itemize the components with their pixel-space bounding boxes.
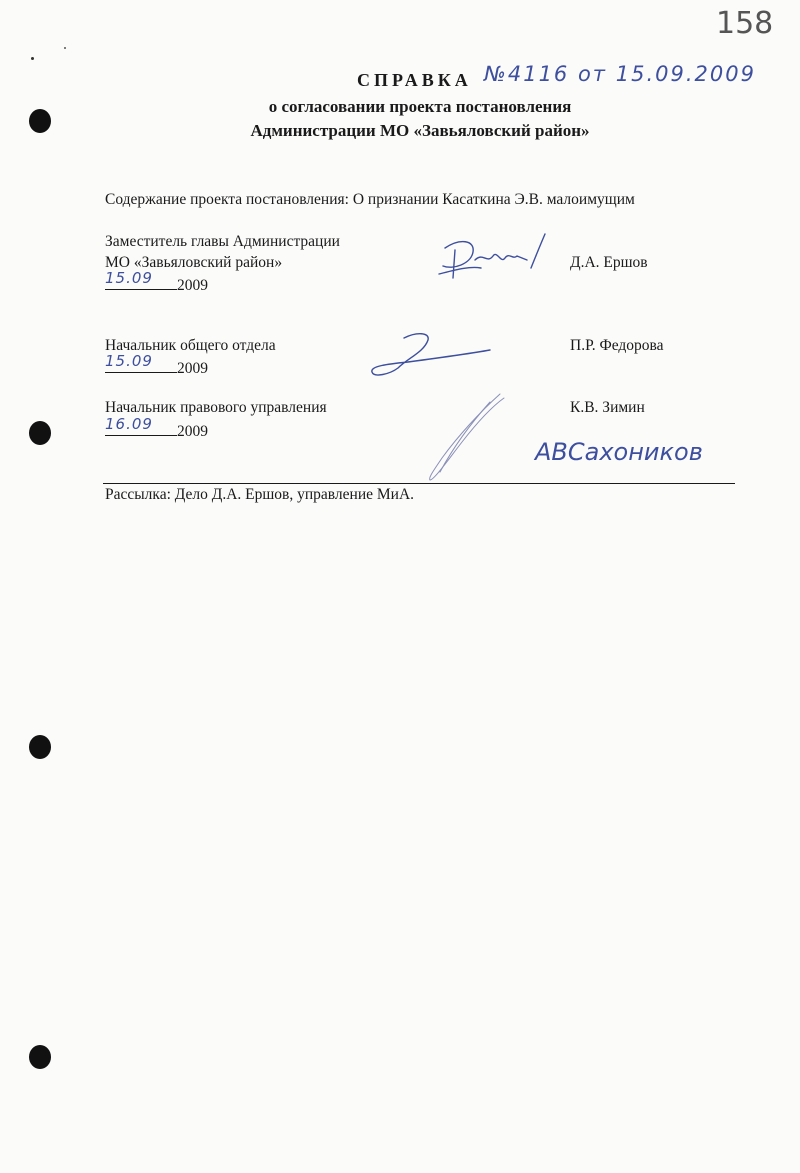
approver-position: Заместитель главы Администрации <box>105 233 340 250</box>
distribution-list: Рассылка: Дело Д.А. Ершов, управление МиА. <box>105 486 415 503</box>
signature-fedorova <box>368 328 498 383</box>
punch-hole <box>29 1045 51 1069</box>
speck <box>31 57 34 60</box>
approver-position: МО «Завьяловский район» <box>105 254 283 271</box>
page-number: 158 <box>716 6 774 41</box>
signature-ershov <box>435 230 555 290</box>
approver-position: Начальник общего отдела <box>105 337 276 354</box>
approval-date <box>105 415 208 441</box>
subtitle-line-2: Администрации МО «Завьяловский район» <box>250 121 590 140</box>
approver-name: П.Р. Федорова <box>570 337 664 354</box>
approver-name: К.В. Зимин <box>570 399 645 416</box>
document-title: СПРАВКА <box>357 70 472 90</box>
handwritten-date: 15.09 <box>105 269 153 287</box>
approval-date <box>105 269 208 295</box>
punch-hole <box>29 735 51 759</box>
subtitle-line-1: о согласовании проекта постановления <box>268 97 572 116</box>
signature-zimin <box>420 388 510 483</box>
divider <box>103 483 735 484</box>
project-content: Содержание проекта постановления: О признании Касаткина Э.В. малоимущим <box>105 191 635 208</box>
approver-position: Начальник правового управления <box>105 399 327 416</box>
handwritten-date: 15.09 <box>105 352 153 370</box>
punch-hole <box>29 421 51 445</box>
handwritten-date: 16.09 <box>105 415 153 433</box>
approval-year: 2009 <box>177 360 208 377</box>
registration-number: №4116 от 15.09.2009 <box>484 62 756 86</box>
signature-sakhovnikov: АВСахоников <box>535 438 703 466</box>
approval-date <box>105 352 208 378</box>
speck <box>64 47 66 49</box>
approval-year: 2009 <box>177 277 208 294</box>
approval-year: 2009 <box>177 423 208 440</box>
approver-name: Д.А. Ершов <box>570 254 648 271</box>
